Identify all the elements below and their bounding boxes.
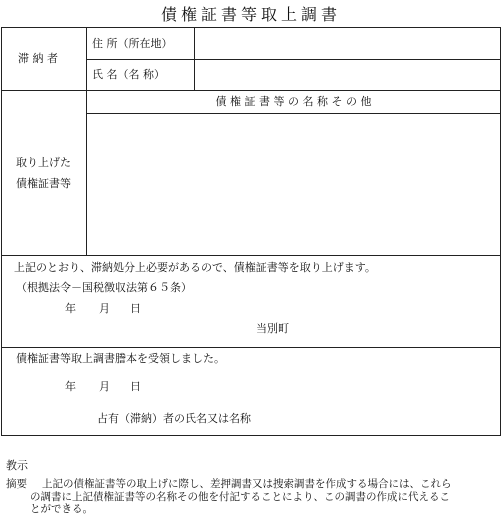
- receipt-date-month: 月: [99, 380, 110, 393]
- statement-date-year: 年: [65, 302, 76, 315]
- issuing-office: 当別町: [256, 322, 289, 335]
- seized-label-line2: 債権証書等: [16, 177, 71, 190]
- summary-line-2: の調書に上記債権証書等の名称その他を付記することにより、この調書の作成に代えるこ: [30, 491, 450, 503]
- seized-column-header: 債 権 証 書 等 の 名 称 そ の 他: [215, 95, 372, 108]
- receipt-date-day: 日: [130, 380, 141, 393]
- seized-label-line1: 取り上げた: [16, 156, 71, 169]
- name-label: 氏 名（名 称）: [92, 68, 165, 81]
- row-divider: [86, 59, 501, 60]
- statement-text: 上記のとおり、滞納処分上必要があるので、債権証書等を取り上げます。: [14, 261, 376, 274]
- legal-basis: （根拠法令－国税徴収法第６５条）: [16, 281, 192, 294]
- address-field[interactable]: [196, 29, 499, 58]
- row-divider: [86, 113, 501, 114]
- statement-date-month: 月: [99, 302, 110, 315]
- receipt-date-year: 年: [65, 380, 76, 393]
- notice-heading: 教示: [6, 459, 28, 472]
- receipt-text: 債権証書等取上調書謄本を受領しました。: [16, 352, 225, 365]
- name-field[interactable]: [196, 61, 499, 89]
- row-divider: [1, 347, 501, 348]
- address-label: 住 所（所在地）: [92, 37, 173, 50]
- receipt-signature-label: 占有（滞納）者の氏名又は名称: [97, 412, 251, 425]
- summary-line-1: 上記の債権証書等の取上げに際し、差押調書又は捜索調書を作成する場合には、これら: [42, 478, 452, 490]
- row-divider: [1, 90, 501, 91]
- statement-date-day: 日: [130, 302, 141, 315]
- summary-line-3: とができる。: [30, 503, 93, 515]
- summary-label: 摘要: [6, 478, 27, 490]
- document-title: 債権証書等取上調書: [160, 5, 341, 24]
- debtor-label: 滞 納 者: [18, 52, 58, 65]
- column-divider: [194, 27, 195, 90]
- row-divider: [1, 255, 501, 256]
- column-divider: [86, 27, 87, 255]
- seized-items-field[interactable]: [88, 115, 499, 253]
